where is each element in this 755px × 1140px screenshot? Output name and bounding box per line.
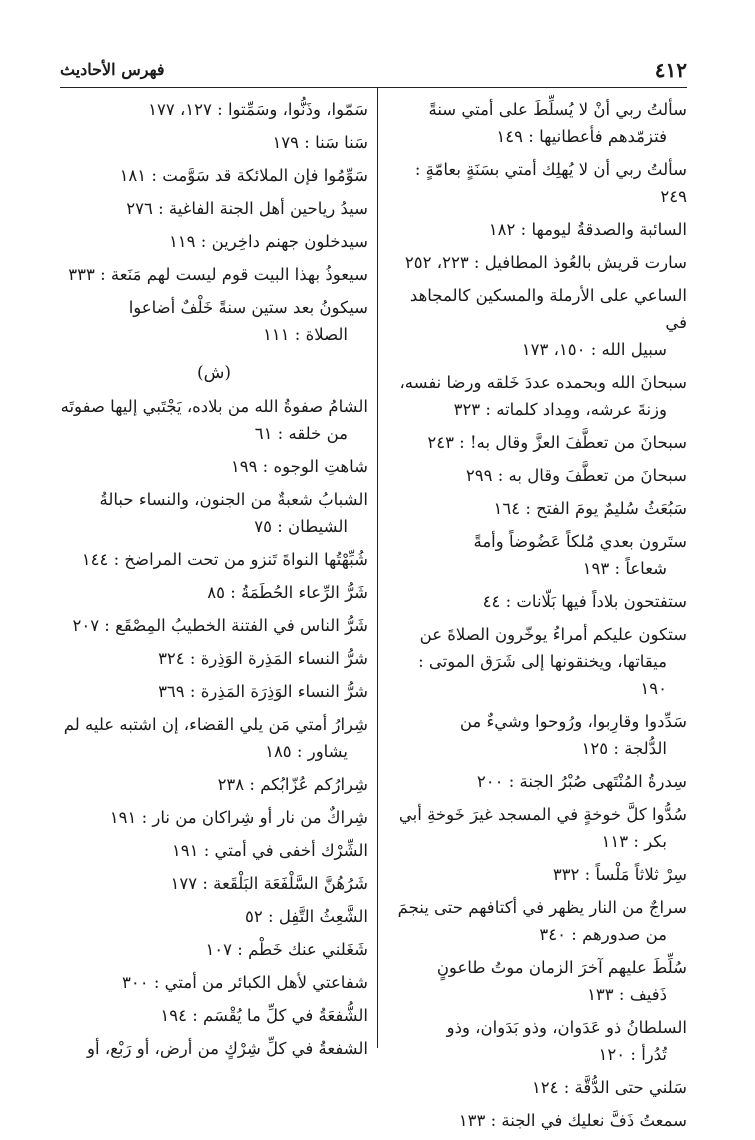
entry-text: سَنا سَنا : ١٧٩ bbox=[272, 133, 368, 152]
entry-text: الشُّفعَةُ في كلِّ ما يُقْسَم : ١٩٤ bbox=[160, 1006, 368, 1025]
entry-text: شاهتِ الوجوه : ١٩٩ bbox=[230, 457, 368, 476]
entry-continuation: الشيطان : ٧٥ bbox=[254, 517, 348, 536]
index-entry bbox=[387, 96, 687, 150]
index-entry bbox=[387, 1107, 687, 1134]
entry-text: سبحانَ من تعطَّفَ وقال به : ٢٩٩ bbox=[465, 466, 687, 485]
index-entry bbox=[60, 294, 368, 348]
entry-continuation: ذَفيف : ١٣٣ bbox=[587, 985, 667, 1004]
entry-text: شِرارُكم عُزّابُكم : ٢٣٨ bbox=[217, 775, 368, 794]
index-entry bbox=[387, 708, 687, 762]
entry-text: السائبة والصدقةُ ليومها : ١٨٢ bbox=[488, 220, 687, 239]
entry-continuation: الدُّلجة : ١٢٥ bbox=[581, 739, 667, 758]
entry-text: شَغَلني عنك خَطْم : ١٠٧ bbox=[205, 940, 368, 959]
entry-text: سُدُّوا كلَّ خوخةٍ في المسجد غيرَ خَوخةِ أبي bbox=[398, 805, 687, 824]
entry-text: سارت قريش بالعُوذ المطافيل : ٢٢٣، ٢٥٢ bbox=[404, 253, 687, 272]
entry-text: سَلني حتى الدُّقَّة : ١٢٤ bbox=[531, 1078, 687, 1097]
index-entry bbox=[60, 936, 368, 963]
entry-text: ستَرون بعدي مُلكاً عَضُوضاً وأمةً bbox=[473, 532, 687, 551]
entry-text: سَدِّدوا وقارِبوا، ورُوحوا وشيءٌ من bbox=[459, 712, 687, 731]
index-entry bbox=[60, 228, 368, 255]
index-entry bbox=[60, 129, 368, 156]
index-entry bbox=[60, 969, 368, 996]
index-entry bbox=[387, 249, 687, 276]
entry-continuation: من خلقه : ٦١ bbox=[254, 424, 348, 443]
index-entry bbox=[387, 528, 687, 582]
entry-text: شَرُّ الرِّعاء الحُطَمَةُ : ٨٥ bbox=[207, 583, 368, 602]
entry-text: شَرُّ الناس في الفتنة الخطيبُ المِصْقَع : ٢٠٧ bbox=[72, 616, 368, 635]
index-entry bbox=[60, 711, 368, 765]
entry-text: الشِّرْك أخفى في أمتي : ١٩١ bbox=[171, 841, 368, 860]
index-entry bbox=[387, 894, 687, 948]
entry-continuation: فتزمّدهم فأعطانيها : ١٤٩ bbox=[496, 127, 667, 146]
entry-continuation: شعاعاً : ١٩٣ bbox=[582, 559, 667, 578]
entry-text: الشامُ صفوةُ الله من بلاده، يَجْتَبي إليها صفوتَه bbox=[60, 397, 368, 416]
entry-continuation: سبيل الله : ١٥٠، ١٧٣ bbox=[521, 340, 667, 359]
entry-continuation: من صدورهم : ٣٤٠ bbox=[539, 925, 667, 944]
page-header bbox=[60, 58, 687, 86]
index-entry bbox=[387, 861, 687, 888]
section-heading: (ش) bbox=[196, 363, 232, 383]
index-entry bbox=[60, 195, 368, 222]
index-entry bbox=[387, 156, 687, 210]
entry-text: سيعوذُ بهذا البيت قوم ليست لهم مَنَعة : ٣٣٣ bbox=[68, 265, 368, 284]
index-entry bbox=[60, 96, 368, 123]
index-entry bbox=[60, 771, 368, 798]
entry-continuation: الصلاة : ١١١ bbox=[262, 325, 348, 344]
entry-text: شفاعتي لأهل الكبائر من أمتي : ٣٠٠ bbox=[122, 973, 368, 992]
index-entry bbox=[387, 621, 687, 702]
index-entry bbox=[387, 429, 687, 456]
index-entry bbox=[60, 645, 368, 672]
index-entry bbox=[60, 453, 368, 480]
index-entry bbox=[387, 768, 687, 795]
index-entry bbox=[60, 804, 368, 831]
entry-text: سِرْ ثلاثاً مَلْساً : ٣٣٢ bbox=[552, 865, 687, 884]
entry-text: شرُّ النساء الوَذِرَة المَذِرة : ٣٦٩ bbox=[158, 682, 368, 701]
entry-text: سألتُ ربي أنْ لا يُسلِّطَ على أمتي سنةً bbox=[428, 100, 687, 119]
index-entry bbox=[387, 462, 687, 489]
entry-text: الشبابُ شعبةٌ من الجنون، والنساء حبالةُ bbox=[99, 490, 368, 509]
index-entry bbox=[60, 870, 368, 897]
index-entry bbox=[387, 801, 687, 855]
entry-text: سألتُ ربي أن لا يُهلِك أمتي بسَنَةٍ بعامّةٍ : ٢٤٩ bbox=[414, 160, 687, 206]
entry-text: سبحانَ الله وبحمده عددَ خَلقه ورضا نفسه، bbox=[399, 373, 687, 392]
entry-text: سيدخلون جهنم داخِرين : ١١٩ bbox=[168, 232, 368, 251]
entry-text: سيدُ رياحين أهل الجنة الفاغية : ٢٧٦ bbox=[126, 199, 368, 218]
entry-text: سُلِّطَ عليهم آخرَ الزمان موتُ طاعونٍ bbox=[436, 958, 687, 977]
page-number: ٤١٢ bbox=[654, 58, 687, 82]
index-entry bbox=[60, 579, 368, 606]
index-entry bbox=[60, 1035, 368, 1062]
index-entry bbox=[60, 837, 368, 864]
entry-text: سمعتُ ذَفَّ نعليك في الجنة : ١٣٣ bbox=[458, 1111, 687, 1130]
index-entry bbox=[387, 1014, 687, 1068]
index-entry bbox=[387, 495, 687, 522]
entry-text: سَبُعَثُ سُليمٌ يومَ الفتح : ١٦٤ bbox=[493, 499, 687, 518]
index-entry bbox=[387, 1074, 687, 1101]
right-column bbox=[387, 96, 687, 1140]
entry-text: الشَّعِثُ التَّفِل : ٥٢ bbox=[245, 907, 368, 926]
index-entry bbox=[60, 612, 368, 639]
entry-continuation: ميقاتها، ويخنقونها إلى شَرَق الموتى : ١٩٠ bbox=[418, 652, 667, 698]
column-divider bbox=[377, 88, 378, 1048]
entry-text: سبحانَ من تعطَّفَ العزَّ وقال به! : ٢٤٣ bbox=[427, 433, 687, 452]
index-entry bbox=[387, 282, 687, 363]
entry-continuation: يشاور : ١٨٥ bbox=[265, 742, 348, 761]
entry-text: سَمّوا، وذَنُّوا، وسَمِّتوا : ١٢٧، ١٧٧ bbox=[148, 100, 368, 119]
index-entry bbox=[387, 954, 687, 1008]
entry-text: سَوِّمُوا فإن الملائكة قد سَوَّمت : ١٨١ bbox=[119, 166, 368, 185]
entry-text: سراجٌ من النار يظهر في أكتافهم حتى ينجمَ bbox=[397, 898, 687, 917]
index-entry bbox=[387, 588, 687, 615]
entry-continuation: وزنةَ عرشه، ومِداد كلماته : ٣٢٣ bbox=[453, 400, 667, 419]
entry-continuation: تُدُرأ : ١٢٠ bbox=[598, 1045, 667, 1064]
entry-text: شُبِّهْتُها النواةَ تَنزو من تحت المراضخ : ١٤٤ bbox=[81, 550, 368, 569]
left-column bbox=[60, 96, 368, 1068]
entry-continuation: بكر : ١١٣ bbox=[601, 832, 667, 851]
entry-text: سِدرةُ المُنْتَهى صُبْرُ الجنة : ٢٠٠ bbox=[476, 772, 687, 791]
index-entry bbox=[60, 903, 368, 930]
entry-text: سيكونُ بعد ستين سنةً خَلْفٌ أضاعوا bbox=[128, 298, 368, 317]
index-entry bbox=[60, 486, 368, 540]
index-entry bbox=[60, 162, 368, 189]
index-entry bbox=[60, 678, 368, 705]
entry-text: ستكون عليكم أمراءُ يوخّرون الصلاةَ عن bbox=[419, 625, 687, 644]
entry-text: ستفتحون بلاداً فيها بَلّانات : ٤٤ bbox=[482, 592, 687, 611]
entry-text: شِرارُ أمتي مَن يلي القضاء، إن اشتبه عليه لم bbox=[63, 715, 368, 734]
index-entry bbox=[60, 393, 368, 447]
entry-text: شَرُهُنَّ السَّلْفَعَة البَلْقَعة : ١٧٧ bbox=[170, 874, 368, 893]
index-entry bbox=[60, 546, 368, 573]
entry-text: شرُّ النساء المَذِرة الوَذِرة : ٣٢٤ bbox=[158, 649, 368, 668]
entry-text: الساعي على الأرملة والمسكين كالمجاهد في bbox=[409, 286, 687, 332]
index-entry bbox=[60, 261, 368, 288]
entry-text: السلطانُ ذو عَدَوان، وذو بَدَوان، وذو bbox=[446, 1018, 687, 1037]
index-entry bbox=[387, 369, 687, 423]
entry-text: الشفعةُ في كلِّ شِرْكٍ من أرض، أو رَبْع، أو bbox=[87, 1039, 368, 1058]
entry-text: شِراكٌ من نار أو شِراكان من نار : ١٩١ bbox=[109, 808, 368, 827]
header-rule bbox=[60, 87, 687, 88]
index-entry bbox=[387, 216, 687, 243]
index-entry bbox=[60, 1002, 368, 1029]
running-title: فهرس الأحاديث bbox=[60, 60, 165, 79]
